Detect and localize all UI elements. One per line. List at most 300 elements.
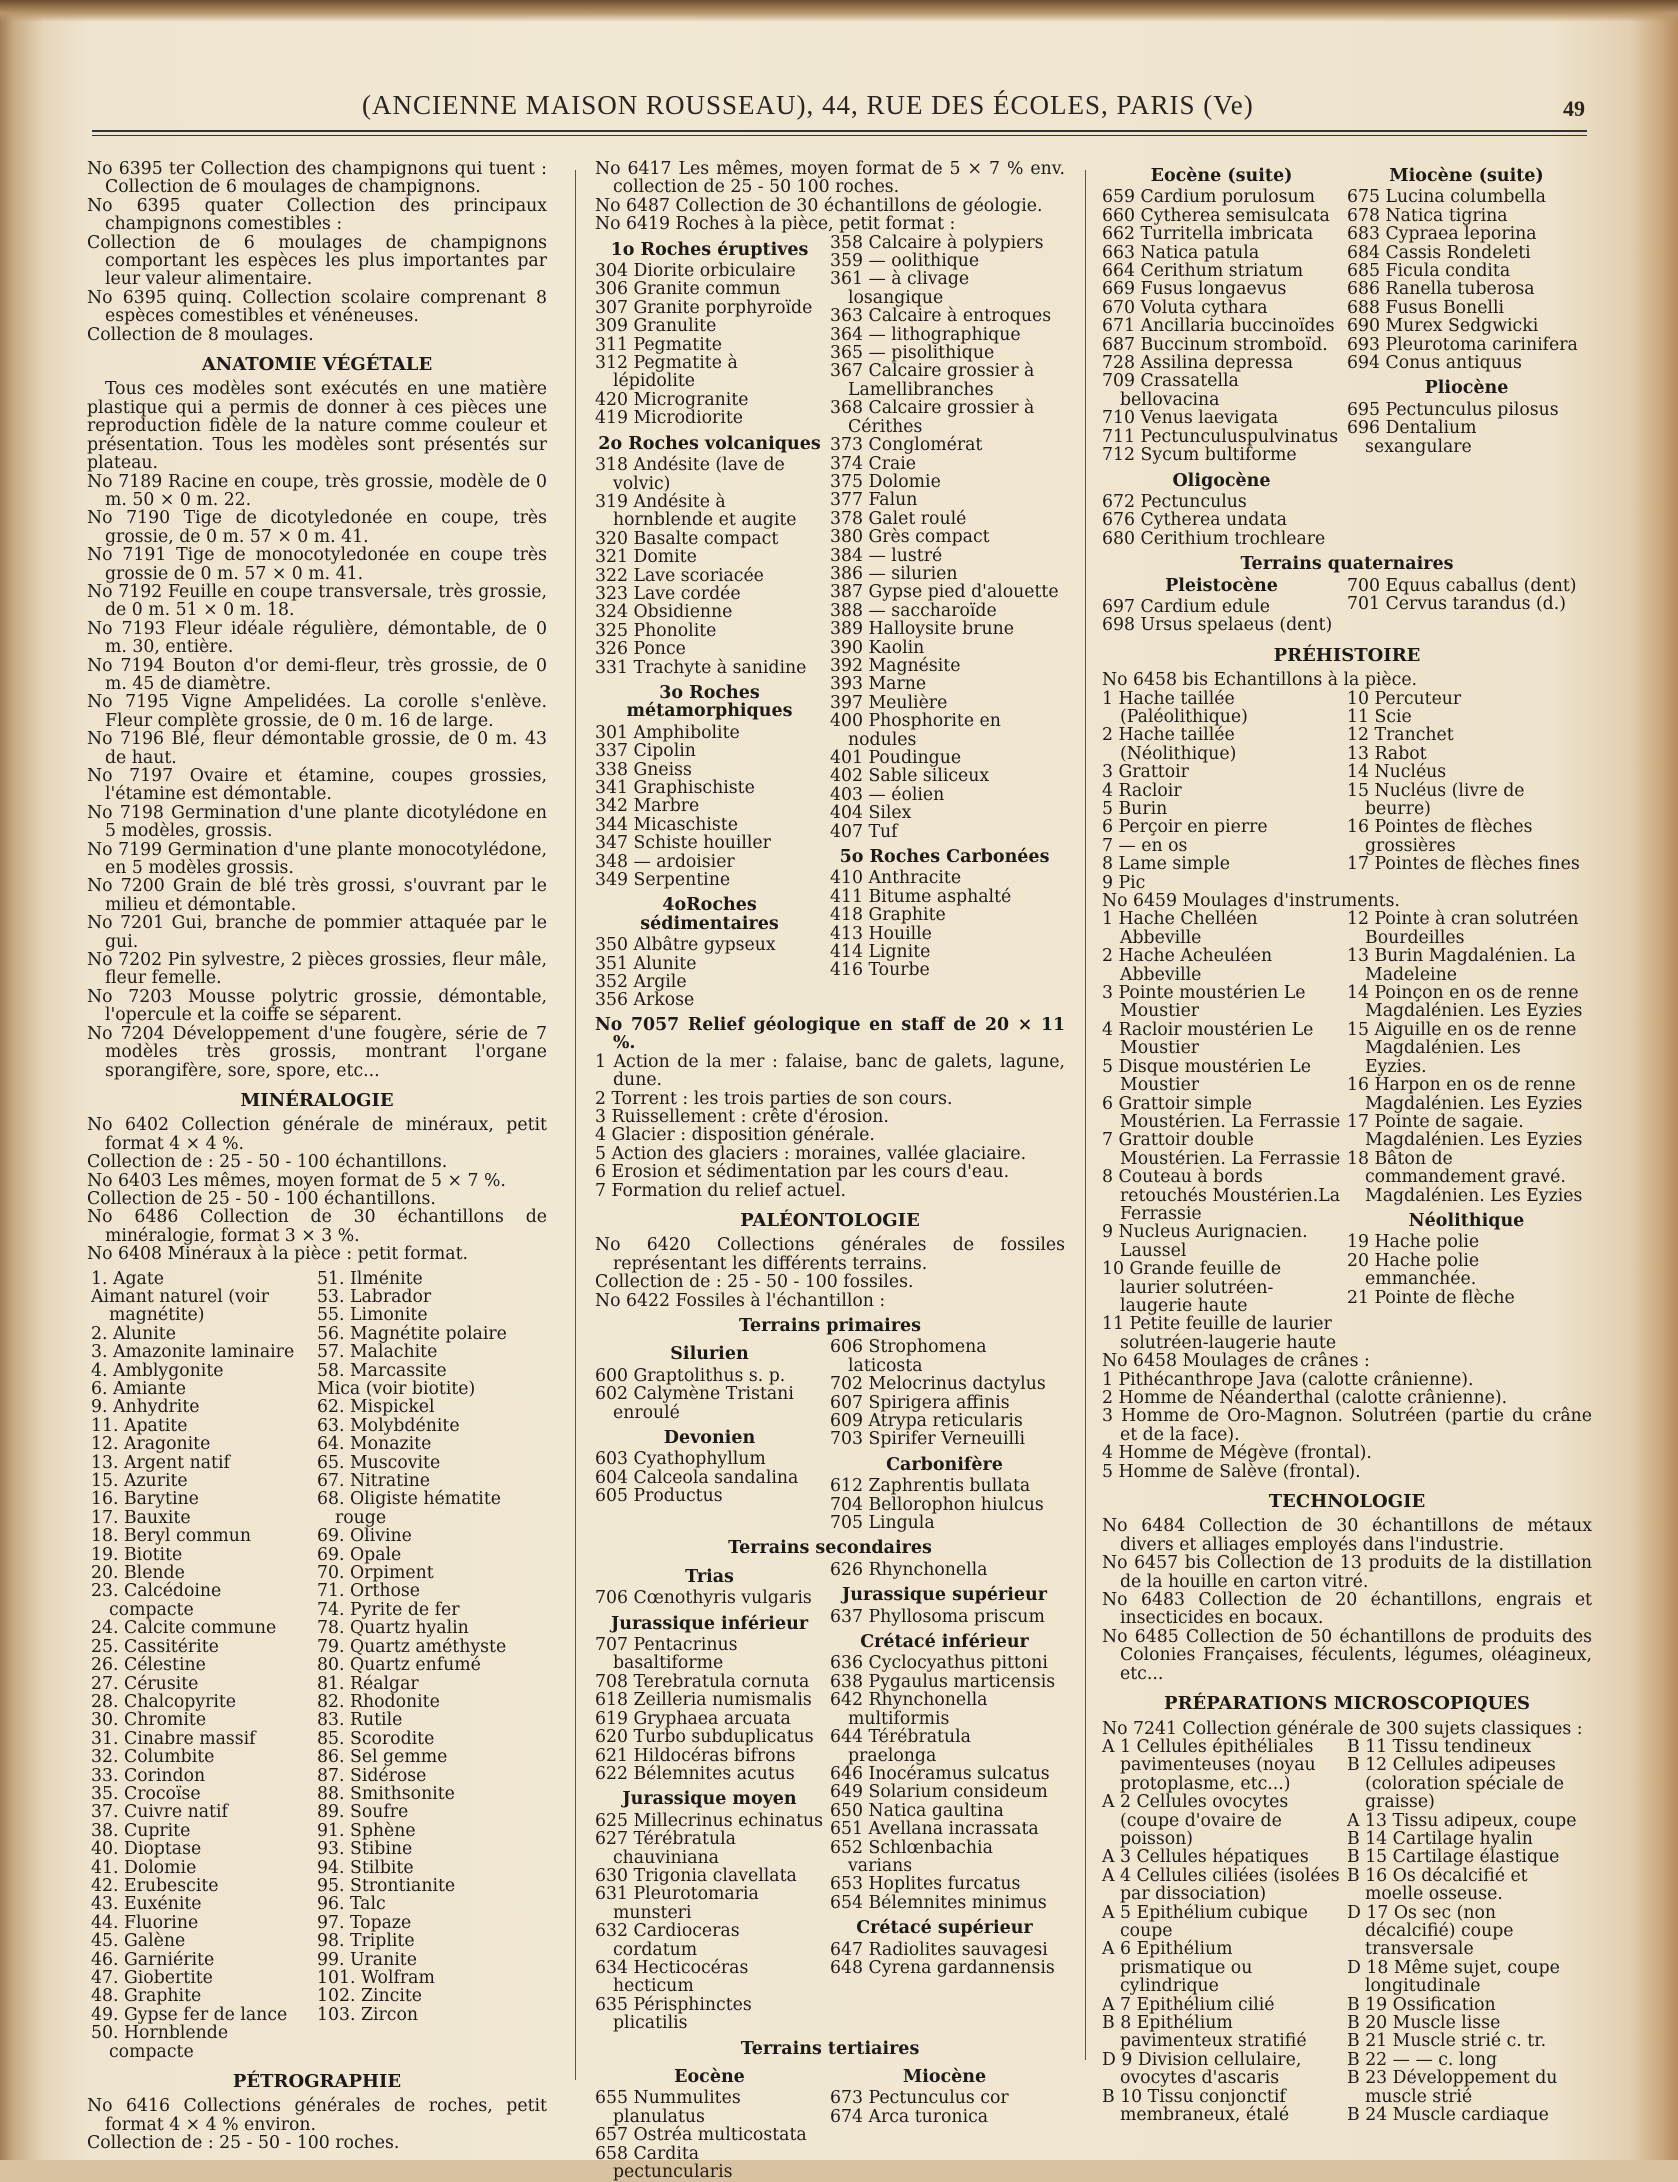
roches-sedimentaires-suite [830, 234, 1059, 841]
trias-list [595, 1589, 824, 1607]
list-item: B 21 Muscle strié c. tr. [1347, 2031, 1547, 2052]
list-item: 28. Chalcopyrite [91, 1691, 237, 1712]
list-item: 15. Azurite [91, 1471, 188, 1492]
list-item: No 7192 Feuille en coupe transversale, très grossie, de 0 m. 51 × 0 m. 18. [87, 581, 547, 621]
roches-intro [595, 160, 1065, 234]
list-item: 94. Stilbite [317, 1857, 414, 1878]
heading-terrains-tertiaires: Terrains tertiaires [740, 2038, 920, 2059]
list-item: 12 Tranchet [1347, 725, 1454, 746]
list-item: 403 — éolien [830, 784, 945, 805]
list-item: 658 Cardita pectuncularis [595, 2143, 733, 2182]
list-item: 607 Spirigera affinis [830, 1392, 1010, 1413]
list-item: 7 Grattoir double Moustérien. La Ferrassie [1102, 1130, 1341, 1169]
section-title-technologie: TECHNOLOGIE [1268, 1491, 1426, 1513]
list-item: 651 Avellana incrassata [830, 1819, 1039, 1840]
list-item: 11 Petite feuille de laurier solutréen-laugerie haute [1102, 1314, 1337, 1353]
list-item: 704 Bellorophon hiulcus [830, 1494, 1044, 1515]
list-item: D 18 Même sujet, coupe longitudinale [1347, 1957, 1560, 1997]
list-item: 674 Arca turonica [830, 2106, 989, 2127]
list-item: No 7189 Racine en coupe, très grossie, modèle de 0 m. 50 × 0 m. 22. [87, 471, 547, 510]
list-item: 3 Homme de Oro-Magnon. Solutréen (partie du crâne et de la face). [1102, 1406, 1592, 1445]
list-item: 697 Cardium edule [1102, 596, 1271, 617]
heading-cretace-superieur: Crétacé supérieur [856, 1918, 1033, 1939]
header-rule [92, 130, 1587, 132]
list-item: A 1 Cellules épithéliales pavimenteuses (noyau protoplasme, etc...) [1102, 1736, 1316, 1794]
list-item: B 11 Tissu tendineux [1347, 1736, 1532, 1757]
list-item: 312 Pegmatite à lépidolite [595, 353, 738, 392]
list-item: 4 Racloir moustérien Le Moustier [1102, 1019, 1314, 1059]
roches-table [595, 234, 1065, 1010]
list-item: 97. Topaze [317, 1912, 412, 1933]
list-item: 373 Conglomérat [830, 435, 983, 456]
list-item: 653 Hoplites furcatus [830, 1874, 1021, 1895]
section-title-prehistoire: PRÉHISTOIRE [1273, 644, 1421, 666]
list-item: 16 Harpon en os de renne Magdalénien. Les Eyzies [1347, 1075, 1583, 1114]
jurassique-superieur-list [830, 1608, 1059, 1626]
list-item: Collection de 6 moulages de champignons comportant les espèces les plus importantes par leur valeur alimentaire. [87, 232, 547, 290]
column-left [87, 159, 547, 2154]
list-item: 6. Amiante [91, 1379, 186, 1399]
list-item: 69. Olivine [317, 1526, 412, 1547]
list-item: 16. Barytine [91, 1489, 199, 1510]
list-item: 618 Zeilleria numismalis [595, 1690, 812, 1711]
list-item: 95. Strontianite [317, 1875, 456, 1896]
list-item: 374 Craie [830, 453, 917, 474]
quaternaires-suite [1347, 577, 1586, 614]
list-item: 1 Hache taillée (Paléolithique) [1102, 688, 1248, 727]
silurien-suite [830, 1338, 1059, 1448]
moulages-table [1102, 910, 1592, 1352]
list-item: No 6402 Collection générale de minéraux, petit format 4 × 4 %. [87, 1115, 547, 1154]
list-item: 43. Euxénite [91, 1894, 202, 1915]
list-item: 420 Microgranite [595, 389, 749, 410]
list-item: 676 Cytherea undata [1102, 510, 1287, 531]
list-item: 604 Calceola sandalina [595, 1467, 799, 1488]
list-item: 8 Couteau à bords retouchés Moustérien.La Ferrassie [1102, 1167, 1341, 1224]
list-item: 101. Wolfram [317, 1968, 435, 1988]
list-item: 63. Molybdénite [317, 1415, 460, 1436]
running-head: (ANCIENNE MAISON ROUSSEAU), 44, RUE DES ÉCOLES, PARIS (Ve) [362, 90, 1254, 120]
list-item: 619 Gryphaea arcuata [595, 1708, 791, 1729]
section-title-preparations: PRÉPARATIONS MICROSCOPIQUES [1164, 1693, 1530, 1715]
heading-roches-volcaniques: 2o Roches volcaniques [598, 433, 821, 454]
list-item: 86. Sel gemme [317, 1747, 448, 1768]
oligocene-list [1102, 493, 1341, 548]
list-item: No 7198 Germination d'une plante dicotylédone en 5 modèles, grossis. [87, 802, 547, 842]
list-item: 702 Melocrinus dactylus [830, 1374, 1046, 1395]
list-item: Collection de : 25 - 50 - 100 échantillons. [87, 1152, 448, 1173]
list-item: 2. Alunite [91, 1323, 176, 1344]
list-item: Collection de : 25 - 50 - 100 fossiles. [595, 1272, 914, 1293]
list-item: 404 Silex [830, 803, 912, 824]
paleontologie-intro [595, 1236, 1065, 1310]
list-item: A 3 Cellules hépatiques [1102, 1847, 1309, 1868]
list-item: 728 Assilina depressa [1102, 353, 1294, 374]
list-item: 410 Anthracite [830, 868, 962, 889]
list-item: 411 Bitume asphalté [830, 886, 1012, 907]
list-item: 41. Dolomie [91, 1857, 197, 1878]
anatomie-intro: Tous ces modèles sont exécutés en une matière plastique qui a permis de donner à ces pièces une reproduction fidèle de la nature comme couleur et présentation. Tous les modèles sont présentés sur plateau. [87, 379, 547, 474]
list-item: 319 Andésite à hornblende et augite [595, 491, 797, 531]
list-item: 71. Orthose [317, 1581, 420, 1602]
list-item: 83. Rutile [317, 1710, 403, 1731]
list-item: 356 Arkose [595, 990, 695, 1011]
list-item: 17 Pointe de sagaie. Magdalénien. Les Eyzies [1347, 1111, 1583, 1151]
list-item: 646 Inocéramus sulcatus [830, 1763, 1050, 1784]
list-item: 58. Marcassite [317, 1360, 447, 1381]
list-item: 652 Schlœnbachia varians [830, 1837, 993, 1876]
minerals-right [317, 1270, 541, 2025]
list-item: 320 Basalte compact [595, 528, 779, 549]
list-item: 45. Galène [91, 1931, 186, 1952]
heading-terrains-quaternaires: Terrains quaternaires [1240, 554, 1454, 575]
list-item: No 7202 Pin sylvestre, 2 pièces grossies, fleur mâle, fleur femelle. [87, 950, 547, 989]
list-item: 349 Serpentine [595, 870, 731, 891]
list-item: 15 Nucléus (livre de beurre) [1347, 780, 1525, 819]
trias-suite [830, 1561, 1059, 1579]
list-item: 9 Pic [1102, 872, 1146, 893]
list-item: 706 Cœnothyris vulgaris [595, 1588, 812, 1609]
pliocene-list [1347, 401, 1586, 456]
list-item: 10 Grande feuille de laurier solutréen-laugerie haute [1102, 1259, 1282, 1316]
list-item: 657 Ostréa multicostata [595, 2125, 807, 2146]
list-item: 338 Gneiss [595, 759, 692, 780]
column-middle [595, 159, 1065, 2182]
list-item: 331 Trachyte à sanidine [595, 657, 807, 678]
list-item: 2 Hache taillée (Néolithique) [1102, 725, 1237, 764]
list-item: 348 — ardoisier [595, 851, 735, 872]
list-item: 19. Biotite [91, 1544, 183, 1565]
list-item: No 6395 quinq. Collection scolaire comprenant 8 espèces comestibles et vénéneuses. [87, 287, 547, 327]
list-item: No 6484 Collection de 30 échantillons de métaux divers et alliages employés dans l'industrie. [1102, 1516, 1592, 1555]
list-item: 13 Rabot [1347, 743, 1427, 764]
list-item: 638 Pygaulus marticensis [830, 1671, 1056, 1692]
list-item: 636 Cyclocyathus pittoni [830, 1653, 1048, 1674]
list-item: 342 Marbre [595, 796, 700, 817]
list-item: 74. Pyrite de fer [317, 1599, 460, 1620]
tertiaires-table [595, 2061, 1065, 2181]
list-item: 1 Pithécanthrope Java (calotte crânienne). [1102, 1369, 1474, 1390]
list-item: 649 Solarium consideum [830, 1782, 1048, 1803]
list-item: 352 Argile [595, 972, 687, 993]
prehistoire-left [1102, 690, 1341, 892]
list-item: 388 — saccharoïde [830, 600, 997, 621]
eocene-list [595, 2089, 824, 2181]
list-item: Collection de : 25 - 50 - 100 roches. [87, 2133, 400, 2154]
list-item: 390 Kaolin [830, 637, 925, 658]
list-item: 361 — à clivage losangique [830, 269, 970, 308]
list-item: No 6417 Les mêmes, moyen format de 5 × 7 % env. collection de 25 - 50 100 roches. [595, 159, 1065, 198]
list-item: 3. Amazonite laminaire [91, 1342, 295, 1363]
heading-carbonifere: Carbonifère [886, 1454, 1003, 1475]
list-item: 368 Calcaire grossier à Cérithes [830, 398, 1035, 437]
list-item: A 4 Cellules ciliées (isolées par dissociation) [1102, 1865, 1340, 1905]
list-item: No 7200 Grain de blé très grossi, s'ouvrant par le milieu et démontable. [87, 876, 547, 915]
list-item: 407 Tuf [830, 821, 898, 842]
list-item: 375 Dolomie [830, 471, 941, 492]
heading-pliocene: Pliocène [1424, 378, 1509, 399]
list-item: 678 Natica tigrina [1347, 205, 1508, 226]
list-item: A 13 Tissu adipeux, coupe [1347, 1810, 1577, 1831]
list-item: 414 Lignite [830, 942, 931, 963]
list-item: 647 Radiolites sauvagesi [830, 1939, 1048, 1960]
list-item: 31. Cinabre massif [91, 1728, 256, 1749]
list-item: 37. Cuivre natif [91, 1802, 228, 1823]
list-item: 323 Lave cordée [595, 583, 741, 604]
list-item: 6 Erosion et sédimentation par les cours d'eau. [595, 1162, 1010, 1183]
list-item: 709 Crassatella bellovacina [1102, 371, 1239, 410]
list-item: 380 Grès compact [830, 527, 990, 548]
list-item: 684 Cassis Rondeleti [1347, 242, 1531, 263]
prehistoire-table [1102, 690, 1592, 892]
list-item: 14 Poinçon en os de renne Magdalénien. Les Eyzies [1347, 983, 1583, 1022]
moulages-instruments-intro: No 6459 Moulages d'instruments. [1102, 891, 1400, 912]
mineralogie-intro [87, 1116, 547, 1263]
list-item: 703 Spirifer Verneuilli [830, 1429, 1026, 1450]
list-item: 47. Giobertite [91, 1968, 213, 1988]
list-item: 621 Hildocéras bifrons [595, 1745, 796, 1766]
jurassique-inferieur-list [595, 1636, 824, 1783]
list-item: 25. Cassitérite [91, 1636, 219, 1657]
list-item: 680 Cerithium trochleare [1102, 528, 1326, 549]
list-item: 416 Tourbe [830, 960, 930, 981]
list-item: 13. Argent natif [91, 1452, 230, 1473]
list-item: 5 Action des glaciers : moraines, vallée glaciaire. [595, 1143, 1027, 1164]
quaternaires-table [1102, 577, 1592, 635]
list-item: 603 Cyathophyllum [595, 1449, 766, 1470]
prehistoire-right [1347, 690, 1586, 874]
list-item: 102. Zincite [317, 1986, 423, 2007]
list-item: 62. Mispickel [317, 1397, 435, 1418]
list-item: 4 Racloir [1102, 780, 1182, 801]
list-item: 694 Conus antiquus [1347, 353, 1522, 374]
list-item: No 6457 bis Collection de 13 produits de la distillation de la houille en carton vitré. [1102, 1553, 1592, 1592]
champignons-section [87, 160, 547, 344]
list-item: 627 Térébratula chauviniana [595, 1829, 736, 1868]
list-item: 5 Homme de Salève (frontal). [1102, 1461, 1361, 1482]
list-item: 17. Bauxite [91, 1507, 191, 1528]
list-item: 15 Aiguille en os de renne Magdalénien. Les Eyzies. [1347, 1019, 1577, 1077]
list-item: No 7191 Tige de monocotyledonée en coupe très grossie de 0 m. 57 × 0 m. 41. [87, 545, 547, 584]
list-item: 35. Crocoïse [91, 1783, 201, 1804]
list-item: B 23 Développement du muscle strié [1347, 2068, 1558, 2107]
list-item: 705 Lingula [830, 1513, 935, 1534]
list-item: 306 Granite commun [595, 279, 781, 300]
list-item: 655 Nummulites planulatus [595, 2088, 741, 2127]
list-item: B 24 Muscle cardiaque [1347, 2105, 1549, 2126]
list-item: No 6486 Collection de 30 échantillons de minéralogie, format 3 × 3 %. [87, 1207, 547, 1246]
list-item: 631 Pleurotomaria munsteri [595, 1884, 759, 1923]
list-item: A 5 Epithélium cubique coupe [1102, 1902, 1308, 1941]
list-item: 24. Calcite commune [91, 1618, 277, 1639]
list-item: 363 Calcaire à entroques [830, 306, 1052, 327]
list-item: 711 Pectunculuspulvinatus [1102, 426, 1339, 447]
list-item: 5 Disque moustérien Le Moustier [1102, 1056, 1311, 1096]
list-item: B 19 Ossification [1347, 1994, 1496, 2015]
preparations-table [1102, 1738, 1592, 2125]
list-item: 701 Cervus tarandus (d.) [1347, 593, 1566, 614]
roches-eruptives-list [595, 262, 824, 428]
list-item: 337 Cipolin [595, 741, 696, 762]
list-item: 11. Apatite [91, 1415, 188, 1436]
list-item: 2 Homme de Néanderthal (calotte crânienne). [1102, 1388, 1508, 1408]
heading-roches-sedimentaires: 4oRoches sédimentaires [640, 895, 779, 934]
list-item: 50. Hornblende compacte [91, 2023, 229, 2062]
list-item: 648 Cyrena gardannensis [830, 1957, 1055, 1978]
moulages-right [1347, 910, 1586, 1205]
list-item: 88. Smithsonite [317, 1783, 455, 1804]
list-item: 413 Houille [830, 923, 932, 944]
list-item: Mica (voir biotite) [317, 1379, 476, 1399]
list-item: A 2 Cellules ovocytes (coupe d'ovaire de poisson) [1102, 1792, 1289, 1849]
list-item: 324 Obsidienne [595, 602, 733, 623]
relief-list [595, 1053, 1065, 1200]
list-item: 683 Cypraea leporina [1347, 224, 1537, 245]
heading-eocene-suite: Eocène (suite) [1150, 166, 1293, 186]
list-item: 644 Térébratula praelonga [830, 1727, 971, 1766]
list-item: 635 Périsphinctes plicatilis [595, 1994, 752, 2034]
heading-jurassique-superieur: Jurassique supérieur [842, 1585, 1047, 1606]
jurassique-moyen-list [595, 1812, 824, 2033]
list-item: 605 Productus [595, 1486, 723, 1507]
list-item: B 8 Epithélium pavimenteux stratifié [1102, 2013, 1307, 2052]
list-item: 670 Voluta cythara [1102, 297, 1268, 318]
preparations-intro: No 7241 Collection générale de 300 sujets classiques : [1102, 1718, 1583, 1739]
list-item: 687 Buccinum stromboïd. [1102, 334, 1328, 355]
minerals-left [91, 1270, 311, 2061]
list-item: 48. Graphite [91, 1986, 202, 2007]
list-item: 686 Ranella tuberosa [1347, 279, 1535, 300]
silurien-list [595, 1367, 824, 1422]
list-item: 307 Granite porphyroïde [595, 297, 813, 318]
list-item: 386 — silurien [830, 563, 958, 584]
pleistocene-list [1102, 598, 1341, 635]
list-item: 32. Columbite [91, 1747, 215, 1768]
list-item: No 7203 Mousse polytric grossie, démontable, l'opercule et la coiffe se séparent. [87, 986, 547, 1026]
list-item: 103. Zircon [317, 2004, 418, 2025]
list-item: 359 — oolithique [830, 251, 980, 272]
list-item: 3 Ruissellement : crête d'érosion. [595, 1106, 889, 1127]
list-item: 2 Hache Acheuléen Abbeville [1102, 946, 1273, 985]
cretace-inferieur-list [830, 1654, 1059, 1912]
list-item: 632 Cardioceras cordatum [595, 1921, 740, 1960]
heading-jurassique-moyen: Jurassique moyen [622, 1789, 797, 1810]
cretace-superieur-list [830, 1941, 1059, 1978]
list-item: 69. Opale [317, 1544, 402, 1565]
heading-oligocene: Oligocène [1172, 470, 1271, 491]
list-item: 16 Pointes de flèches grossières [1347, 817, 1533, 856]
list-item: 17 Pointes de flèches fines [1347, 854, 1580, 875]
list-item: 392 Magnésite [830, 655, 961, 676]
list-item: 311 Pegmatite [595, 334, 722, 355]
list-item: 664 Cerithum striatum [1102, 261, 1304, 282]
list-item: 96. Talc [317, 1894, 386, 1915]
list-item: 325 Phonolite [595, 620, 717, 641]
preparations-left [1102, 1738, 1341, 2125]
list-item: 3 Pointe moustérien Le Moustier [1102, 983, 1306, 1022]
list-item: B 15 Cartilage élastique [1347, 1847, 1560, 1868]
list-item: 397 Meulière [830, 692, 948, 713]
heading-roches-eruptives: 1o Roches éruptives [610, 239, 809, 260]
preparations-right [1347, 1738, 1586, 2125]
heading-neolithique: Néolithique [1408, 1210, 1525, 1231]
list-item: 708 Terebratula cornuta [595, 1671, 810, 1692]
heading-trias: Trias [685, 1566, 734, 1587]
list-item: No 6395 ter Collection des champignons qui tuent : Collection de 6 moulages de champignons. [87, 159, 547, 198]
list-item: 18. Beryl commun [91, 1526, 252, 1547]
list-item: 609 Atrypa reticularis [830, 1411, 1023, 1431]
miocene-list [830, 2089, 1059, 2126]
list-item: 318 Andésite (lave de volvic) [595, 455, 785, 494]
list-item: 712 Sycum bultiforme [1102, 445, 1297, 466]
list-item: A 6 Epithélium prismatique ou cylindrique [1102, 1939, 1253, 1997]
list-item: 55. Limonite [317, 1305, 428, 1326]
list-item: 70. Orpiment [317, 1563, 434, 1584]
list-item: 400 Phosphorite en nodules [830, 711, 1001, 750]
list-item: 642 Rhynchonella multiformis [830, 1690, 988, 1729]
list-item: B 14 Cartilage hyalin [1347, 1828, 1533, 1849]
heading-cretace-inferieur: Crétacé inférieur [860, 1632, 1029, 1653]
list-item: 8 Lame simple [1102, 854, 1230, 875]
list-item: 20. Blende [91, 1563, 185, 1584]
list-item: 620 Turbo subduplicatus [595, 1727, 814, 1748]
list-item: 68. Oligiste hématite rouge [317, 1489, 502, 1528]
list-item: 80. Quartz enfumé [317, 1655, 481, 1676]
list-item: 9. Anhydrite [91, 1397, 200, 1418]
list-item: No 6408 Minéraux à la pièce : petit format. [87, 1244, 469, 1265]
list-item: 9 Nucleus Aurignacien. Laussel [1102, 1222, 1308, 1261]
page-header [92, 90, 1587, 136]
list-item: 606 Strophomena laticosta [830, 1337, 987, 1376]
list-item: 38. Cuprite [91, 1820, 191, 1841]
list-item: 690 Murex Sedgwicki [1347, 316, 1539, 337]
list-item: 389 Halloysite brune [830, 619, 1014, 640]
list-item: No 7194 Bouton d'or demi-fleur, très grossie, de 0 m. 45 de diamètre. [87, 655, 547, 694]
list-item: No 6395 quater Collection des principaux champignons comestibles : [87, 195, 547, 235]
list-item: 12 Pointe à cran solutréen Bourdeilles [1347, 909, 1579, 948]
list-item: 654 Bélemnites minimus [830, 1892, 1047, 1913]
list-item: B 22 — — c. long [1347, 2049, 1498, 2070]
list-item: 26. Célestine [91, 1655, 206, 1676]
list-item: 99. Uranite [317, 1949, 417, 1970]
carbonifere-list [830, 1477, 1059, 1532]
list-item: 21 Pointe de flèche [1347, 1287, 1515, 1308]
list-item: 6 Perçoir en pierre [1102, 817, 1268, 838]
list-item: 12. Aragonite [91, 1434, 211, 1455]
list-item: No 6485 Collection de 50 échantillons de produits des Colonies Françaises, féculents, légumes, oléagineux, etc... [1102, 1626, 1592, 1684]
list-item: No 7193 Fleur idéale régulière, démontable, de 0 m. 30, entière. [87, 618, 547, 658]
heading-eocene: Eocène [674, 2067, 745, 2087]
list-item: 79. Quartz améthyste [317, 1636, 507, 1657]
list-item: B 20 Muscle lisse [1347, 2013, 1501, 2033]
anatomie-list [87, 473, 547, 1080]
list-item: 89. Soufre [317, 1802, 409, 1823]
list-item: 304 Diorite orbiculaire [595, 261, 796, 282]
list-item: 27. Cérusite [91, 1673, 199, 1694]
list-item: 707 Pentacrinus basaltiforme [595, 1635, 738, 1674]
column-divider [575, 170, 576, 2080]
list-item: 4 Glacier : disposition générale. [595, 1125, 875, 1146]
list-item: No 7199 Germination d'une plante monocotylédone, en 5 modèles grossis. [87, 839, 547, 879]
neolithique-list [1347, 1233, 1586, 1307]
list-item: 78. Quartz hyalin [317, 1618, 469, 1639]
list-item: 53. Labrador [317, 1286, 432, 1307]
list-item: 387 Gypse pied d'alouette [830, 582, 1059, 603]
roches-metamorphiques-list [595, 724, 824, 890]
list-item: 626 Rhynchonella [830, 1559, 988, 1580]
column-right [1102, 160, 1592, 2126]
list-item: 4. Amblygonite [91, 1360, 224, 1381]
